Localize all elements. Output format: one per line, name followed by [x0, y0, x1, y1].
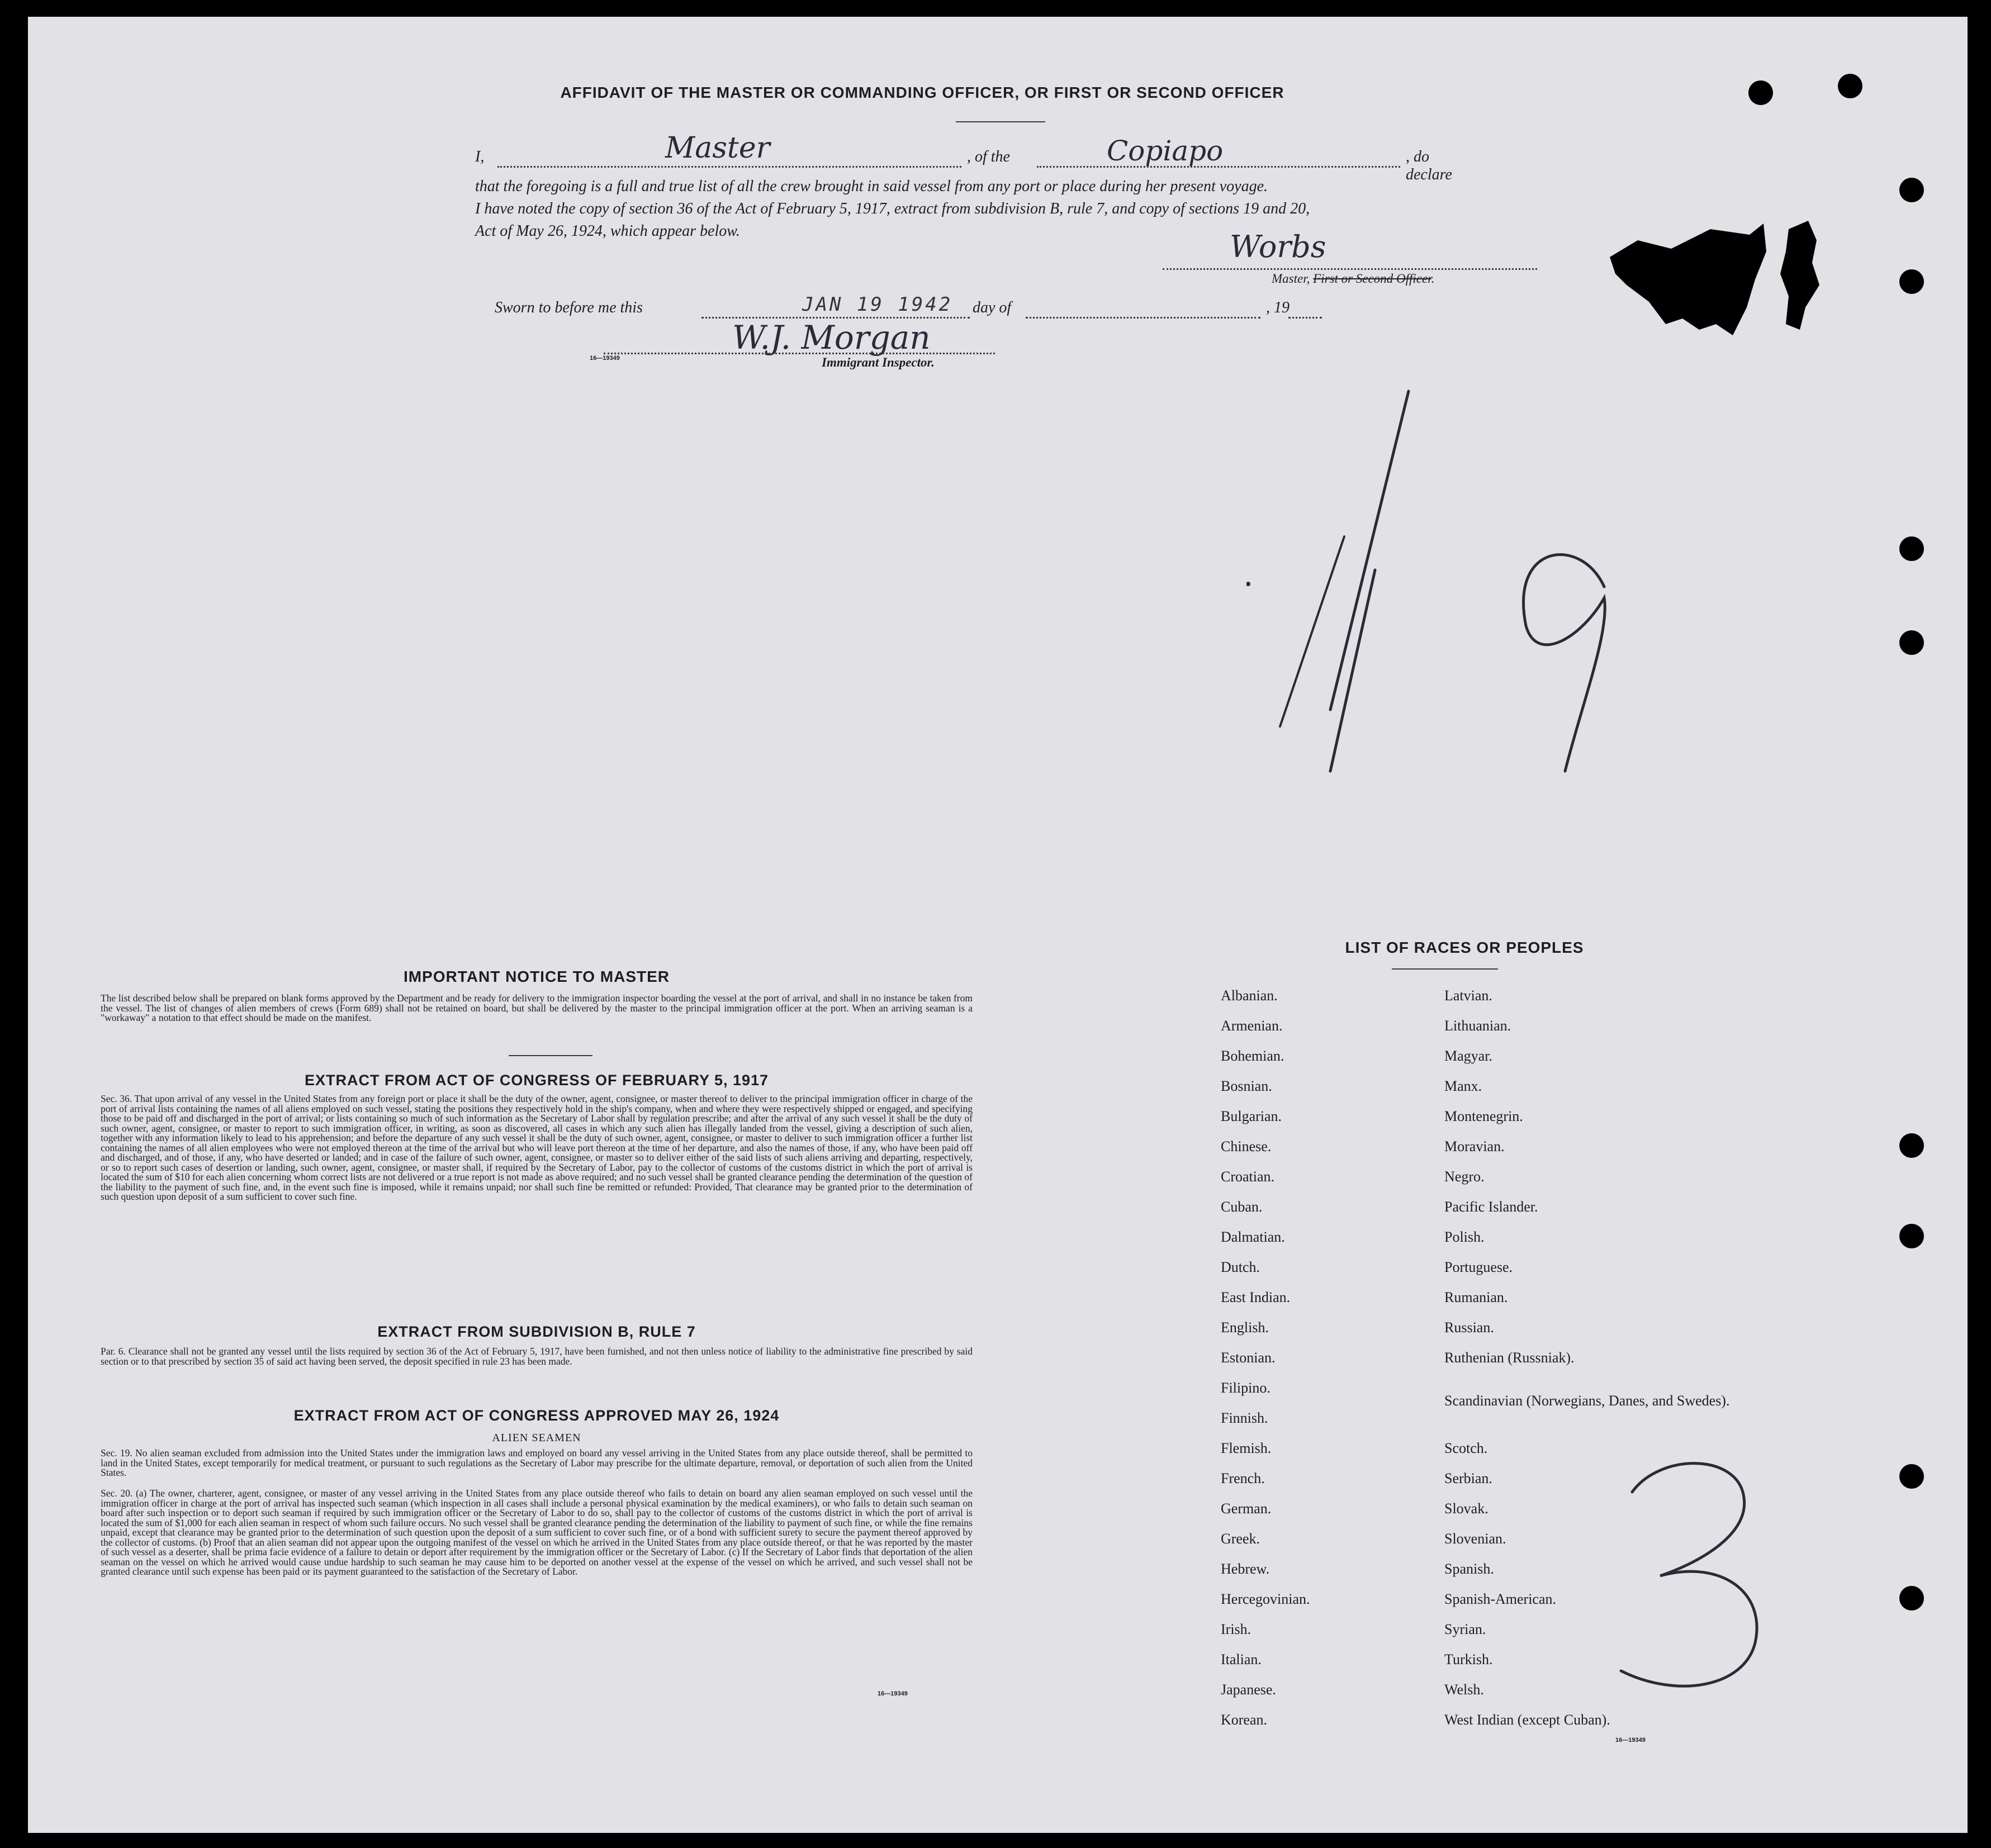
race-item: East Indian. [1221, 1289, 1291, 1305]
race-item: French. [1221, 1470, 1265, 1486]
races-title-underline [1392, 968, 1498, 970]
race-item: Hebrew. [1221, 1561, 1270, 1577]
race-item: Magyar. [1444, 1048, 1492, 1064]
signature-line [1163, 268, 1537, 270]
race-item: Dutch. [1221, 1259, 1260, 1275]
race-item: Italian. [1221, 1651, 1262, 1668]
race-item: Welsh. [1444, 1681, 1484, 1698]
race-item: Lithuanian. [1444, 1018, 1511, 1034]
inspector-signature: W.J. Morgan [732, 319, 931, 357]
handwritten-number-marks [1246, 369, 1682, 805]
pronoun-i: I, [475, 148, 485, 165]
race-item: Japanese. [1221, 1681, 1276, 1698]
race-item: Portuguese. [1444, 1259, 1513, 1275]
race-item: Rumanian. [1444, 1289, 1508, 1305]
binder-hole [1899, 630, 1924, 655]
inspector-label: Immigrant Inspector. [822, 355, 935, 369]
form-number-bottom-right: 16—19349 [1615, 1737, 1646, 1744]
act-1924-sec-19: Sec. 19. No alien seaman excluded from admission into the United States under the immigration laws and employed on board any vessel arriving in the United States from any place outside thereof, shall be permitted to land in the United States, except temporarily for medical treatment, or pursuant to such regulations as the Secretary of Labor may prescribe for the ultimate departure, removal, or deportation of such alien from the United States. [101, 1447, 973, 1478]
race-item: Irish. [1221, 1621, 1252, 1637]
binder-hole [1899, 1586, 1924, 1611]
master-signature: Worbs [1230, 229, 1326, 264]
month-blank [1026, 317, 1260, 319]
race-item: German. [1221, 1500, 1272, 1517]
race-item: Ruthenian (Russniak). [1444, 1350, 1575, 1366]
race-item: Spanish. [1444, 1561, 1494, 1577]
race-item: Dalmatian. [1221, 1229, 1285, 1245]
race-item: Montenegrin. [1444, 1108, 1523, 1124]
act-1917-title: EXTRACT FROM ACT OF CONGRESS OF FEBRUARY 5, 1917 [304, 1072, 769, 1089]
race-item: Manx. [1444, 1078, 1482, 1094]
race-item: Russian. [1444, 1319, 1494, 1336]
subdivision-b-title: EXTRACT FROM SUBDIVISION B, RULE 7 [377, 1323, 696, 1340]
race-item: Pacific Islander. [1444, 1199, 1538, 1215]
do-declare-label: , do declare [1406, 148, 1452, 183]
race-item: Turkish. [1444, 1651, 1493, 1668]
binder-hole [1899, 269, 1924, 294]
form-number: 16—19349 [590, 355, 620, 362]
year-blank [1288, 317, 1322, 319]
affidavit-line-1 [475, 131, 1452, 183]
section-divider [509, 1055, 592, 1056]
race-item: Chinese. [1221, 1138, 1272, 1155]
notice-body: The list described below shall be prepared on blank forms approved by the Department and be ready for delivery to the immigration inspector boarding the vessel at the port of arrival, and shall in no instance be taken from the vessel. The list of changes of alien members of crews (Form 689) shall not be retained on board, but shall be delivered by the master to the principal immigration officer at the port. When an arriving seaman is a "workaway" a notation to that effect should be made on the manifest. [101, 992, 973, 1023]
race-item: Negro. [1444, 1168, 1485, 1185]
race-item: Syrian. [1444, 1621, 1486, 1637]
binder-hole [1899, 178, 1924, 202]
binder-hole [1899, 1133, 1924, 1158]
race-item: Slovak. [1444, 1500, 1488, 1517]
act-1924-sec-20: Sec. 20. (a) The owner, charterer, agent, consignee, or master of any vessel arriving in the United States from any place outside thereof who fails to detain on board any alien seaman employed on such vessel until the immigration officer in charge at the port of arrival has inspected such seaman (which inspection in all cases shall include a personal physical examination by the medical examiners), or who fails to detain such seaman on board after such inspection or to deport such seaman if required by such immigration officer or the Secretary of Labor to do so, shall pay to the collector of customs of the customs district in which the port of arrival is located the sum of $1,000 for each alien seaman in respect of whom such failure occurs. No such vessel shall be granted clearance pending the determination of the liability to payment of such fine, or while the fine remains unpaid, except that clearance may be granted prior to the determination of such question upon the deposit of a sum sufficient to cover such fine, or of a bond with sufficient surety to secure the payment thereof approved by the collector of customs. (b) Proof that an alien seaman did not appear upon the outgoing manifest of the vessel on which he arrived in the United States from any place outside thereof, or that he was reported by the master of such vessel as a deserter, shall be prima facie evidence of a failure to detain or deport after requirement by the immigration officer or the Secretary of Labor. (c) If the Secretary of Labor finds that deportation of the alien seaman on the vessel on which he arrived would cause undue hardship to such seaman he may cause him to be deported on another vessel at the expense of the vessel on which he arrived, and such vessel shall not be granted clearance until such expense has been paid or its payment guaranteed to the satisfaction of the Secretary of Labor. [101, 1488, 973, 1577]
torn-paper-mark [1604, 218, 1822, 341]
binder-hole [1748, 80, 1773, 105]
race-item: Greek. [1221, 1531, 1260, 1547]
race-item: Albanian. [1221, 987, 1278, 1004]
binder-hole [1838, 74, 1862, 98]
race-item: Slovenian. [1444, 1531, 1506, 1547]
inspector-line [604, 353, 995, 354]
race-item: West Indian (except Cuban). [1444, 1712, 1610, 1728]
race-item: English. [1221, 1319, 1269, 1336]
binder-hole [1899, 1464, 1924, 1489]
declaration-line: that the foregoing is a full and true list of all the crew brought in said vessel from any port or place during her present voyage. [475, 178, 1268, 195]
subdivision-b-body: Par. 6. Clearance shall not be granted any vessel until the lists required by section 36 of the Act of February 5, 1917, have been furnished, and not then unless notice of liability to the administrative fine prescribed by said section or to that prescribed by section 35 of said act having been served, the deposit specified in rule 23 has been made. [101, 1346, 973, 1367]
race-item: Hercegovinian. [1221, 1591, 1310, 1607]
race-item: Filipino. [1221, 1380, 1271, 1396]
race-item: Bosnian. [1221, 1078, 1272, 1094]
binder-hole [1899, 536, 1924, 561]
race-item: Bulgarian. [1221, 1108, 1282, 1124]
race-item: Scandinavian (Norwegians, Danes, and Swedes). [1444, 1393, 1730, 1409]
race-item: Serbian. [1444, 1470, 1492, 1486]
race-item: Flemish. [1221, 1440, 1272, 1456]
race-item: Armenian. [1221, 1018, 1283, 1034]
race-item: Latvian. [1444, 987, 1492, 1004]
act-1917-body: Sec. 36. That upon arrival of any vessel in the United States from any foreign port or place it shall be the duty of the owner, agent, consignee, or master thereof to deliver to the principal immigration officer in charge of the port of arrival lists containing the names of all aliens employed on such vessel, stating the positions they respectively hold in the ship's company, when and where they were respectively shipped or engaged, and specifying those to be paid off and discharged in the port of arrival; or lists containing so much of such information as the Secretary of Labor shall by regulation prescribe; and after the arrival of any such vessel it shall be the duty of such owner, agent, consignee, or master to report to such immigration officer, in writing, as soon as discovered, all cases in which any such alien has illegally landed from the vessel, giving a description of such alien, together with any information likely to lead to his apprehension; and before the departure of any such vessel it shall be the duty of such owner, agent, consignee, or master to deliver to such immigration officer a further list containing the names of all alien employees who were not employed thereon at the time of the arrival but who will leave port thereon at the time of her departure, and also the names of those, if any, who have been paid off and discharged, and of those, if any, who have deserted or landed; and in case of the failure of such owner, agent, consignee, or master so to deliver either of the said lists of such aliens arriving and departing, respectively, or so to report such cases of desertion or landing, such owner, agent, consignee, or master shall, if required by the Secretary of Labor, pay to the collector of customs of the customs district in which the port of arrival is located the sum of $10 for each alien concerning whom correct lists are not delivered or a true report is not made as above required; and no such vessel shall be granted clearance pending the determination of the question of the liability to the payment of such fine, and, in the event such fine is imposed, while it remains unpaid; nor shall such fine be remitted or refunded: Provided, That clearance may be granted prior to the determination of such question upon deposit of a sum sufficient to cover such fine. [101, 1093, 973, 1202]
race-item: Korean. [1221, 1712, 1268, 1728]
important-notice-title: IMPORTANT NOTICE TO MASTER [403, 968, 670, 985]
race-item: Estonian. [1221, 1350, 1276, 1366]
master-name-handwriting: Master [665, 131, 770, 165]
vessel-name-handwriting: Copiapo [1107, 135, 1224, 167]
race-item: Moravian. [1444, 1138, 1505, 1155]
master-name-blank [497, 166, 961, 168]
alien-seamen-subtitle: ALIEN SEAMEN [492, 1432, 581, 1444]
race-item: Bohemian. [1221, 1048, 1284, 1064]
race-item: Finnish. [1221, 1410, 1268, 1426]
declaration-line: I have noted the copy of section 36 of the Act of February 5, 1917, extract from subdivision B, rule 7, and copy of sections 19 and 20, [475, 200, 1310, 217]
act-1924-title: EXTRACT FROM ACT OF CONGRESS APPROVED MAY 26, 1924 [293, 1407, 780, 1424]
day-of-label: day of [973, 299, 1012, 316]
race-item: Croatian. [1221, 1168, 1275, 1185]
year-prefix: , 19 [1266, 299, 1290, 316]
form-number-bottom-left: 16—19349 [878, 1690, 908, 1697]
handwritten-numeral-three [1610, 1447, 1777, 1704]
of-the-label: , of the [967, 148, 1010, 165]
race-item: Scotch. [1444, 1440, 1488, 1456]
binder-hole [1899, 1224, 1924, 1248]
form-sheet [28, 17, 1968, 1833]
affidavit-title: AFFIDAVIT OF THE MASTER OR COMMANDING OFFICER, OR FIRST OR SECOND OFFICER [560, 84, 1284, 101]
title-underline [956, 121, 1045, 122]
master-officer-label: Master, First or Second Officer. [1272, 272, 1435, 286]
sworn-label: Sworn to before me this [495, 299, 643, 316]
declaration-line: Act of May 26, 1924, which appear below. [475, 222, 740, 240]
race-item: Spanish-American. [1444, 1591, 1557, 1607]
race-item: Polish. [1444, 1229, 1485, 1245]
race-item: Cuban. [1221, 1199, 1263, 1215]
races-title: LIST OF RACES OR PEOPLES [1345, 939, 1584, 956]
date-stamp: JAN 19 1942 [802, 293, 953, 316]
